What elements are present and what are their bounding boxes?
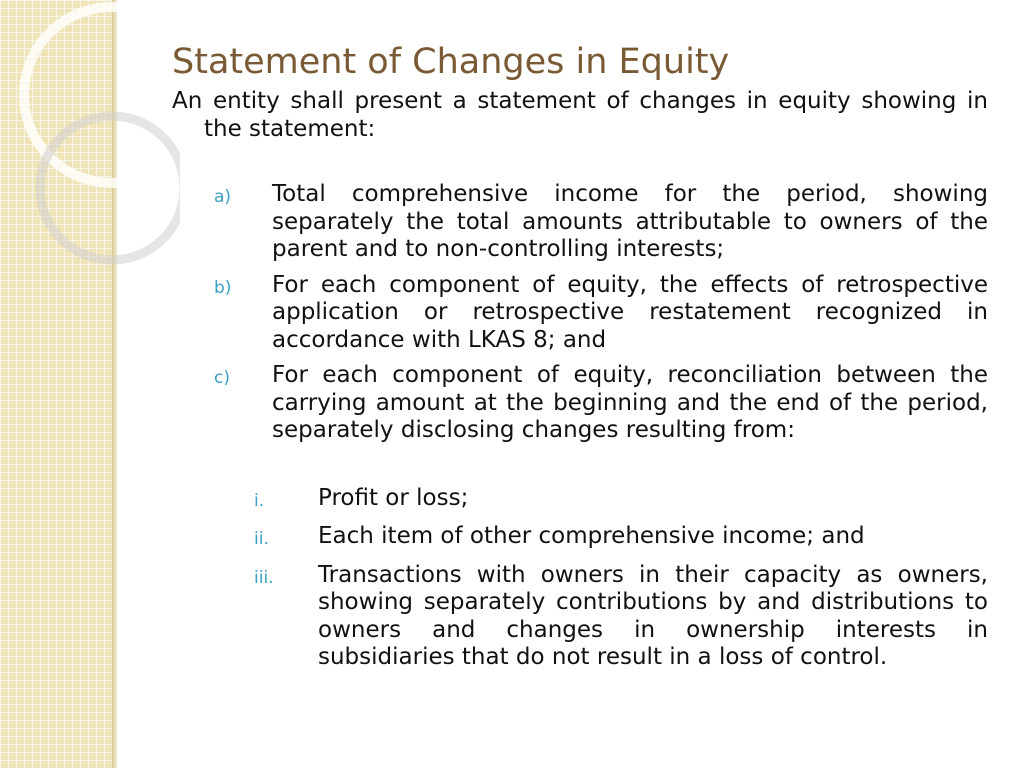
- slide-body: [172, 88, 988, 680]
- list-item-b: [172, 272, 988, 355]
- sub-item-i: [172, 485, 988, 516]
- decorative-ring-small: [40, 116, 180, 260]
- list-item-text: For each component of equity, reconciliation between the carrying amount at the beginning and the end of the period, separately disclosing changes resulting from:: [272, 362, 988, 443]
- intro-paragraph: An entity shall present a statement of changes in equity showing in the statement:: [172, 88, 988, 142]
- list-item-text: Total comprehensive income for the period, showing separately the total amounts attributable to owners of the parent and to non-controlling interests;: [272, 181, 988, 262]
- sub-list-marker: iii.: [254, 567, 274, 588]
- sub-item-iii: [172, 562, 988, 672]
- list-marker: b): [214, 277, 232, 298]
- list-marker: a): [214, 187, 232, 207]
- slide-title: Statement of Changes in Equity: [172, 42, 730, 82]
- sub-item-text: Each item of other comprehensive income; and: [318, 523, 865, 549]
- list-item-text: For each component of equity, the effects of retrospective application or retrospective restatement recognized in accordance with LKAS 8; and: [272, 271, 988, 353]
- sub-list-marker: i.: [254, 490, 265, 511]
- sub-list-marker: ii.: [254, 529, 269, 549]
- list-item-a: [172, 181, 988, 264]
- roman-numeral-list: [172, 485, 988, 672]
- list-item-c: [172, 362, 988, 445]
- decorative-rings: [0, 0, 180, 330]
- list-marker: c): [214, 368, 230, 388]
- sub-item-text: Profit or loss;: [318, 484, 469, 511]
- sub-item-text: Transactions with owners in their capacity as owners, showing separately contributions by and distributions to owners and changes in ownership interests in subsidiaries that do not result in a loss of control.: [318, 561, 988, 670]
- lettered-list: [172, 181, 988, 445]
- sub-item-ii: [172, 523, 988, 554]
